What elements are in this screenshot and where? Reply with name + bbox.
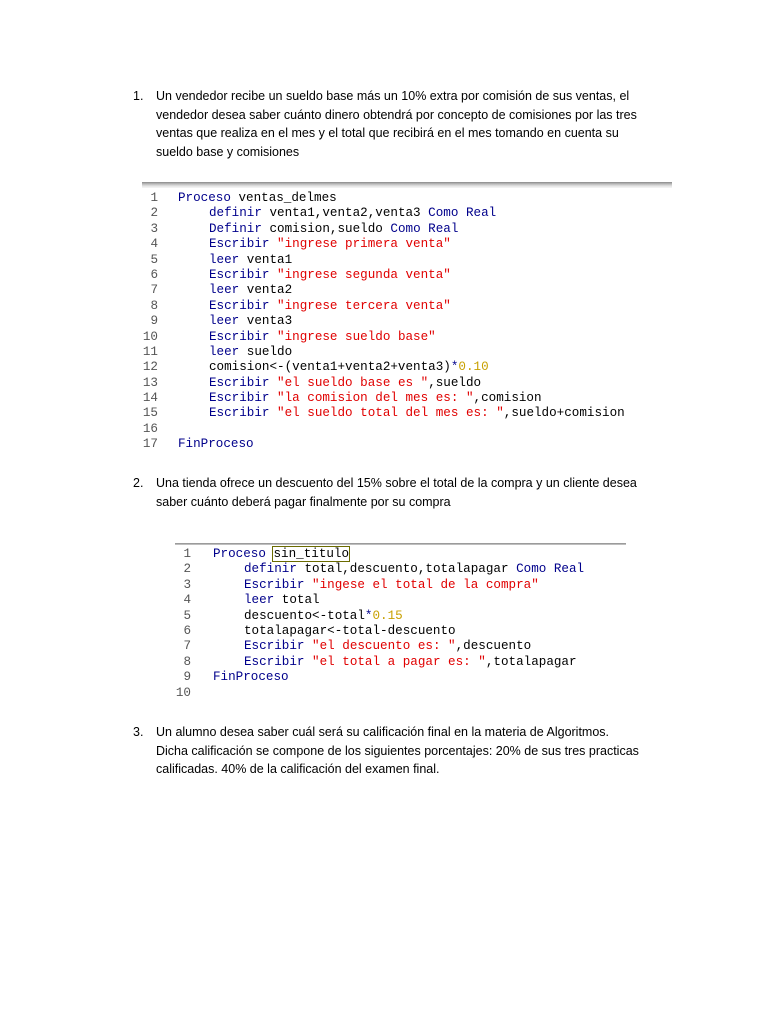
problem-1-text: Un vendedor recibe un sueldo base más un 10% extra por comisión de sus ventas, el vendedor desea saber cuánto dinero obtendrá por concepto de comisiones por las tres ventas que realiza en el mes y el total que recibirá en el mes tomando en cuenta su sueldo base y comisiones xyxy=(156,89,637,159)
problem-1-number: 1. xyxy=(133,89,144,103)
code-token: 0.15 xyxy=(372,608,403,623)
line-number: 13 xyxy=(142,375,158,390)
code-line xyxy=(142,268,672,283)
code-token: definir xyxy=(244,562,297,577)
code-line xyxy=(175,639,626,654)
line-number: 10 xyxy=(175,685,191,700)
line-number: 7 xyxy=(150,283,158,298)
code-text xyxy=(244,655,577,670)
code-line xyxy=(175,547,626,562)
line-number: 9 xyxy=(150,314,158,329)
code-token: venta2 xyxy=(239,283,293,298)
code-token: "el total a pagar es: " xyxy=(304,654,486,669)
line-number: 8 xyxy=(150,298,158,313)
line-number: 2 xyxy=(183,562,191,577)
line-number: 5 xyxy=(183,608,191,623)
code-text xyxy=(213,670,289,685)
code-token: comision,sueldo xyxy=(261,221,391,236)
code-line xyxy=(175,686,626,701)
code-line xyxy=(175,609,626,624)
code-line xyxy=(175,670,626,685)
problem-3-text: Un alumno desea saber cuál será su calificación final en la materia de Algoritmos. Dicha calificación se compone de los siguientes porcentajes: 20% de sus tres practicas calificadas. 40% de la calificación del examen final. xyxy=(156,725,639,776)
code-block-2 xyxy=(175,547,626,701)
code-token: "ingese el total de la compra" xyxy=(304,577,539,592)
code-token: venta1,venta2,venta3 xyxy=(261,206,429,221)
problem-2-text: Una tienda ofrece un descuento del 15% sobre el total de la compra y un cliente desea saber cuánto deberá pagar finalmente por su compra xyxy=(156,476,637,509)
code-token: "el sueldo total del mes es: " xyxy=(269,406,504,421)
line-number: 17 xyxy=(142,437,158,452)
code-text xyxy=(209,206,496,221)
code-token: Escribir xyxy=(244,577,305,592)
line-number: 3 xyxy=(183,577,191,592)
code-token: Escribir xyxy=(209,298,270,313)
code-text xyxy=(209,299,451,314)
code-text xyxy=(244,624,456,639)
code-token: descuento<-total xyxy=(244,608,365,623)
code-text xyxy=(209,268,451,283)
code-token: FinProceso xyxy=(178,437,254,452)
code-token: FinProceso xyxy=(213,670,289,685)
code-text xyxy=(209,222,458,237)
code-line xyxy=(142,299,672,314)
code-token: venta1 xyxy=(239,252,293,267)
code-token: sin_titulo xyxy=(273,547,350,561)
line-number: 16 xyxy=(142,421,158,436)
code-token: leer xyxy=(209,283,240,298)
code-text xyxy=(209,406,625,421)
code-token: Escribir xyxy=(209,329,270,344)
code-line xyxy=(142,222,672,237)
code-token: * xyxy=(450,360,459,375)
code-text xyxy=(244,609,403,624)
line-number: 3 xyxy=(150,221,158,236)
code-token: "el sueldo base es " xyxy=(269,375,429,390)
code-text xyxy=(209,253,292,268)
code-line xyxy=(175,562,626,577)
code-line xyxy=(142,253,672,268)
code-line xyxy=(175,593,626,608)
code-token: leer xyxy=(209,344,240,359)
code-text xyxy=(209,330,436,345)
line-number: 11 xyxy=(142,344,158,359)
code-text xyxy=(209,345,292,360)
code-token: Escribir xyxy=(209,375,270,390)
code-block-2-top-bar xyxy=(175,543,626,545)
code-text xyxy=(209,237,451,252)
code-text xyxy=(209,391,542,406)
code-token: Escribir xyxy=(209,267,270,282)
line-number: 15 xyxy=(142,406,158,421)
code-token: total,descuento,totalapagar xyxy=(296,562,517,577)
code-token: Escribir xyxy=(244,654,305,669)
line-number: 9 xyxy=(183,670,191,685)
code-token: ,totalapagar xyxy=(485,654,577,669)
code-line xyxy=(142,376,672,391)
code-line xyxy=(175,624,626,639)
code-text xyxy=(213,547,349,562)
line-number: 4 xyxy=(150,237,158,252)
code-text xyxy=(178,437,254,452)
code-token: Escribir xyxy=(209,237,270,252)
code-text xyxy=(244,562,584,577)
code-text xyxy=(209,376,481,391)
code-line xyxy=(142,406,672,421)
code-line xyxy=(142,360,672,375)
code-text xyxy=(178,191,337,206)
code-token: Como Real xyxy=(516,562,585,577)
code-token: Proceso xyxy=(213,547,266,561)
line-number: 5 xyxy=(150,252,158,267)
code-block-1-top-bar xyxy=(142,182,672,188)
code-text xyxy=(209,360,489,375)
line-number: 2 xyxy=(150,206,158,221)
code-text xyxy=(209,314,292,329)
code-token: "ingrese sueldo base" xyxy=(269,329,436,344)
code-token: leer xyxy=(209,314,240,329)
code-line xyxy=(142,283,672,298)
code-token: "ingrese tercera venta" xyxy=(269,298,451,313)
code-line xyxy=(142,330,672,345)
code-token: "ingrese primera venta" xyxy=(269,237,451,252)
code-token: total xyxy=(274,593,320,608)
code-text xyxy=(209,283,292,298)
code-token: totalapagar<-total-descuento xyxy=(244,623,456,638)
code-line xyxy=(142,391,672,406)
line-number: 1 xyxy=(183,547,191,561)
line-number: 1 xyxy=(150,191,158,205)
line-number: 6 xyxy=(150,267,158,282)
line-number: 4 xyxy=(183,593,191,608)
code-token: "la comision del mes es: " xyxy=(269,391,474,406)
code-line xyxy=(142,237,672,252)
line-number: 8 xyxy=(183,654,191,669)
code-token: comision<-(venta1+venta2+venta3) xyxy=(209,360,451,375)
code-text xyxy=(244,578,539,593)
code-token: "ingrese segunda venta" xyxy=(269,267,451,282)
code-token: leer xyxy=(209,252,240,267)
code-line xyxy=(175,578,626,593)
line-number: 7 xyxy=(183,639,191,654)
code-token: ,sueldo xyxy=(428,375,482,390)
code-token: sueldo xyxy=(239,344,293,359)
code-block-1 xyxy=(142,191,672,453)
code-token: ,comision xyxy=(473,391,542,406)
line-number: 10 xyxy=(142,329,158,344)
code-line xyxy=(142,422,672,437)
code-token: Escribir xyxy=(244,639,305,654)
code-token: leer xyxy=(244,593,275,608)
code-line xyxy=(175,655,626,670)
code-token: 0.10 xyxy=(458,360,489,375)
code-token: * xyxy=(364,608,373,623)
code-line xyxy=(142,206,672,221)
code-token: Como Real xyxy=(390,221,459,236)
code-token: venta3 xyxy=(239,314,293,329)
code-token: Proceso xyxy=(178,191,231,205)
code-token: Definir xyxy=(209,221,262,236)
code-token: "el descuento es: " xyxy=(304,639,456,654)
code-line xyxy=(142,191,672,206)
line-number: 12 xyxy=(142,360,158,375)
code-text xyxy=(244,639,531,654)
code-token: Escribir xyxy=(209,391,270,406)
code-line xyxy=(142,314,672,329)
code-token: Como Real xyxy=(428,206,497,221)
code-token: Escribir xyxy=(209,406,270,421)
code-token: ventas_delmes xyxy=(230,191,337,205)
code-text xyxy=(244,593,320,608)
code-token: ,descuento xyxy=(455,639,532,654)
code-line xyxy=(142,345,672,360)
problem-3-number: 3. xyxy=(133,725,144,739)
line-number: 14 xyxy=(142,391,158,406)
code-token: definir xyxy=(209,206,262,221)
problem-2-number: 2. xyxy=(133,476,144,490)
code-line xyxy=(142,437,672,452)
code-token: ,sueldo+comision xyxy=(503,406,625,421)
line-number: 6 xyxy=(183,623,191,638)
